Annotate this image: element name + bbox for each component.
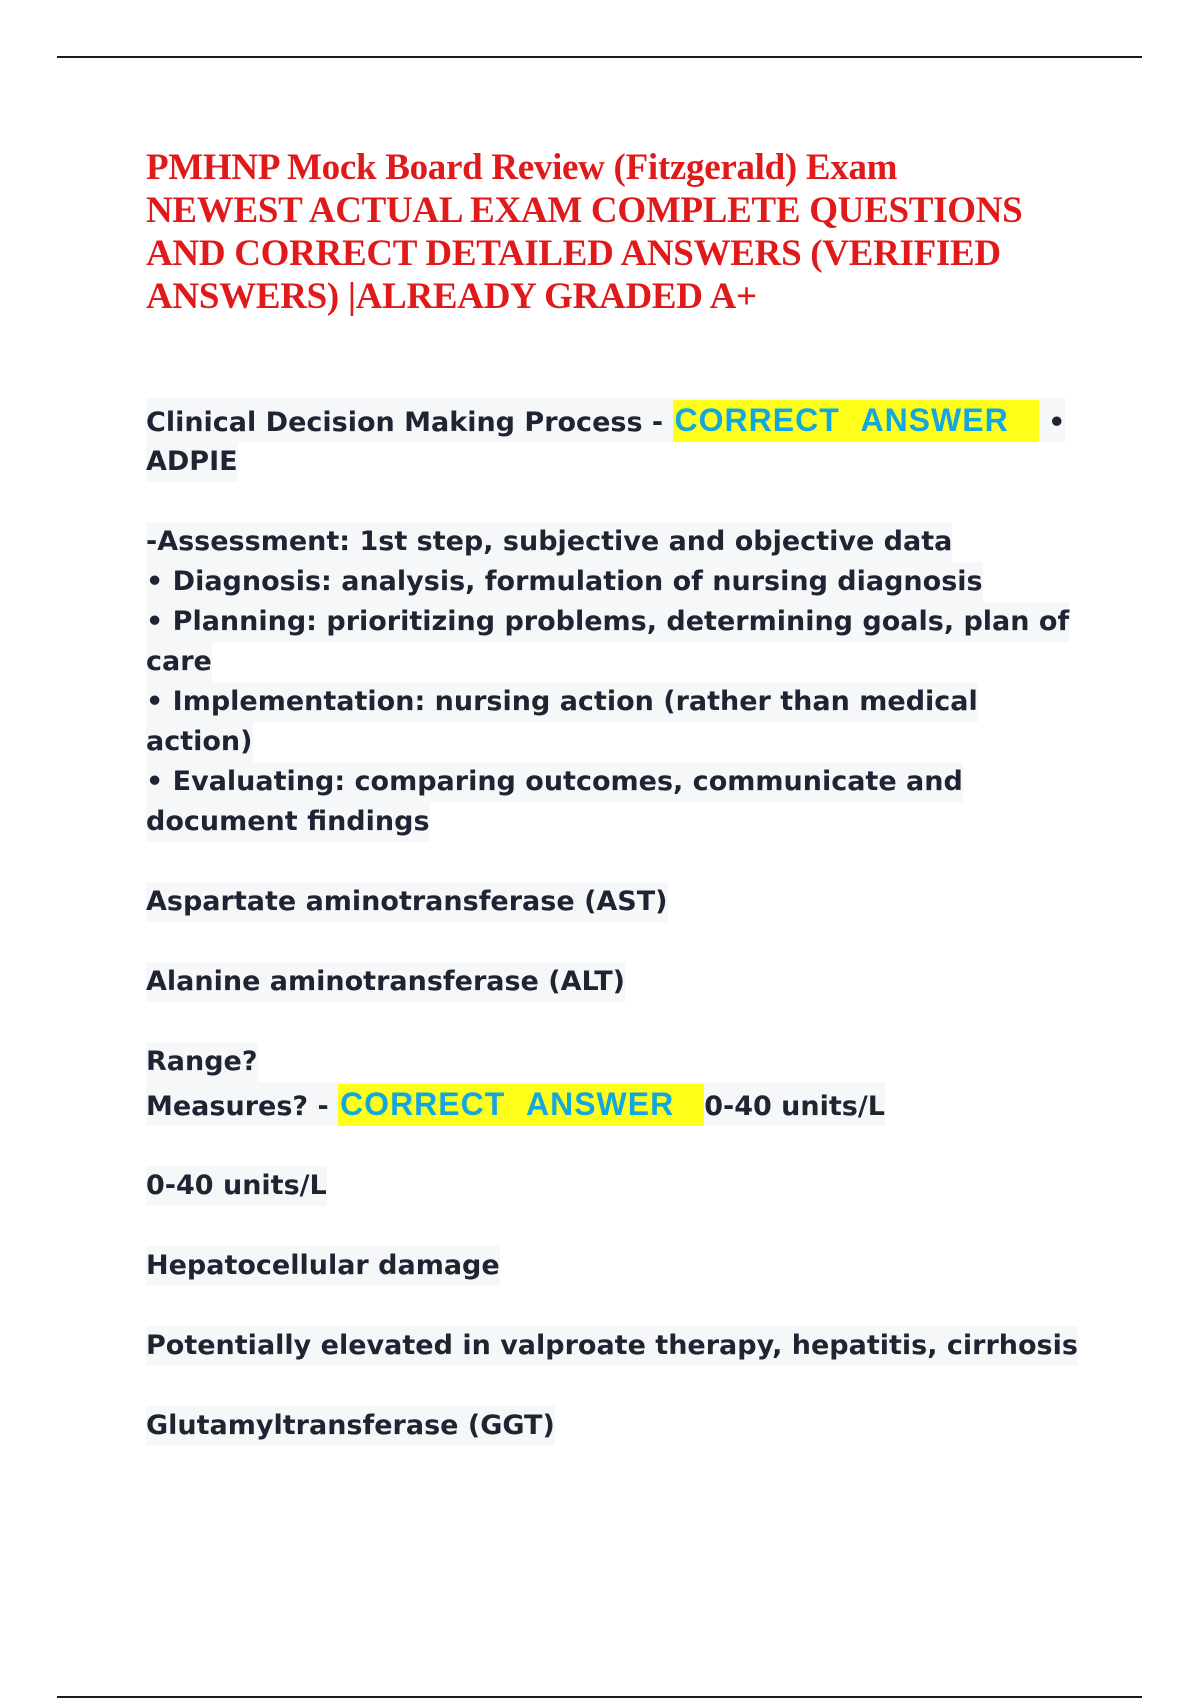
step-line: action)	[146, 722, 253, 762]
answer-line: Hepatocellular damage	[146, 1246, 500, 1286]
question-line: Aspartate aminotransferase (AST)	[146, 882, 668, 922]
title-line: NEWEST ACTUAL EXAM COMPLETE QUESTIONS	[146, 190, 1023, 231]
question-line	[146, 398, 1065, 442]
correct-answer-badge: CORRECT ANSWER	[673, 400, 1039, 442]
bottom-rule	[57, 1696, 1142, 1698]
question-line	[146, 1082, 885, 1126]
answer-text: 0-40 units/L	[704, 1091, 885, 1122]
document-title	[146, 146, 1076, 318]
question-line: Range?	[146, 1042, 258, 1082]
question-text: Measures? -	[146, 1091, 339, 1122]
answer-line: Potentially elevated in valproate therapy, hepatitis, cirrhosis	[146, 1326, 1078, 1366]
answer-line: 0-40 units/L	[146, 1166, 327, 1206]
step-line: care	[146, 642, 212, 682]
correct-answer-badge: CORRECT ANSWER	[338, 1084, 704, 1126]
title-line: ANSWERS) |ALREADY GRADED A+	[146, 276, 757, 317]
top-rule	[57, 56, 1142, 58]
title-line: PMHNP Mock Board Review (Fitzgerald) Exam	[146, 147, 898, 188]
step-line: • Evaluating: comparing outcomes, communicate and	[146, 762, 963, 802]
bullet-glyph: •	[1038, 407, 1066, 438]
answer-line: ADPIE	[146, 442, 238, 482]
step-line: document findings	[146, 802, 430, 842]
answer-line: Glutamyltransferase (GGT)	[146, 1406, 555, 1446]
step-line: • Planning: prioritizing problems, determining goals, plan of	[146, 602, 1069, 642]
step-line: • Diagnosis: analysis, formulation of nursing diagnosis	[146, 562, 983, 602]
step-line: • Implementation: nursing action (rather than medical	[146, 682, 978, 722]
question-line: Alanine aminotransferase (ALT)	[146, 962, 625, 1002]
title-line: AND CORRECT DETAILED ANSWERS (VERIFIED	[146, 233, 1001, 274]
document-body	[146, 398, 1146, 1446]
step-line: -Assessment: 1st step, subjective and objective data	[146, 522, 952, 562]
question-text: Clinical Decision Making Process -	[146, 407, 673, 438]
